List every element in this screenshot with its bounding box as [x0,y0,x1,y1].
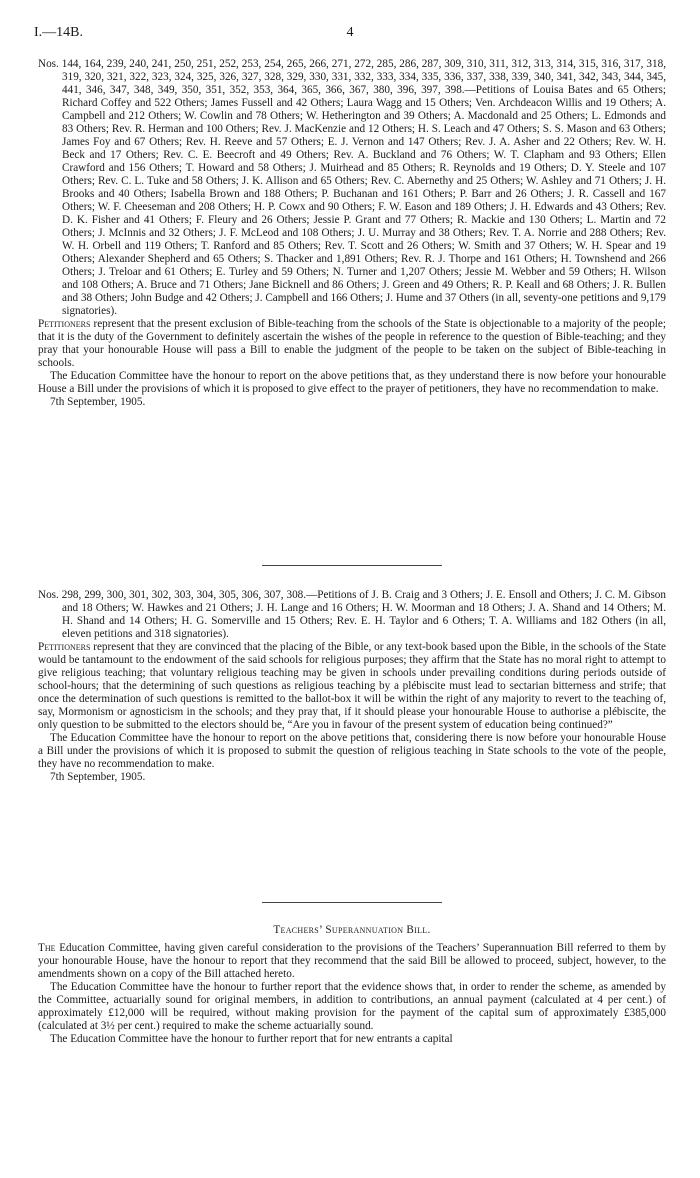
prayer-lead-word: Petitioners [38,318,91,330]
petitions-section-against-plebiscite [38,589,666,784]
section-heading: Teachers’ Superannuation Bill. [273,924,431,936]
report-paragraph: The Education Committee have the honour to further report that for new entrants a capital [50,1033,453,1045]
committee-report: The Education Committee have the honour to report on the above petitions that, as they understand there is now before your honourable House a Bill under the provisions of which it is proposed to give effect to the prayer of petitioners, they have no recommendation to make. [38,370,666,395]
petition-list: Nos. 298, 299, 300, 301, 302, 303, 304, 305, 306, 307, 308.—Petitions of J. B. Craig and 3 Others; J. E. Ensoll and Others; J. C. M. Gibson and 18 Others; W. Hawkes and 21 Others; J. H. Lange and 16 Others; H. W. Moorman and 18 Others; J. A. Shand and 14 Others; M. H. Shand and 14 Others; H. G. Somerville and 15 Others; Rev. E. H. Taylor and 6 Others; T. A. Williams and 182 Others (in all, eleven petitions and 318 signatories). [38,589,666,640]
page-number: 4 [346,25,354,40]
prayer-text: represent that they are convinced that the placing of the Bible, or any text-book based upon the Bible, in the schools of the State would be tantamount to the endowment of the said schools for religious purposes; they affirm that the State has no moral right to attempt to give religious teaching; that voluntary religious teaching may be given in schools under prevailing conditions during periods outside of school-hours; that the determining of such questions as religious teaching by a plébiscite must lead to sectarian bitterness and strife; that once the determination of such questions is remitted to the ballot-box it will be within the right of any majority to revert to the teaching of, say, Mormonism or agnosticism in the schools; and they pray that, if it should please your honourable House to authorise a plébiscite, the only question to be submitted to the electors should be, “Are you in favour of the present system of education being continued?” [38,641,666,731]
petitions-section-bible-teaching [38,58,666,409]
petition-list: Nos. 144, 164, 239, 240, 241, 250, 251, 252, 253, 254, 265, 266, 271, 272, 285, 286, 287, 309, 310, 311, 312, 313, 314, 315, 316, 317, 318, 319, 320, 321, 322, 323, 324, 325, 326, 327, 328, 329, 330, 331, 332, 333, 334, 335, 336, 337, 338, 339, 340, 341, 342, 343, 344, 345, 441, 346, 347, 348, 349, 350, 351, 352, 353, 364, 365, 366, 367, 380, 396, 397, 398.—Petitions of Louisa Bates and 65 Others; Richard Coffey and 522 Others; James Fussell and 42 Others; Laura Wagg and 15 Others; Ven. Archdeacon Willis and 19 Others; A. Campbell and 212 Others; W. Cowlin and 78 Others; W. Hetherington and 39 Others; A. Macdonald and 25 Others; L. Edmonds and 83 Others; Rev. R. Herman and 100 Others; Rev. J. MacKenzie and 12 Others; H. S. Leach and 47 Others; S. S. Mason and 63 Others; James Foy and 67 Others; Rev. H. Reeve and 57 Others; E. J. Vernon and 147 Others; Rev. J. A. Asher and 22 Others; Rev. W. H. Beck and 17 Others; Rev. C. E. Beecroft and 49 Others; Rev. A. Buckland and 76 Others; W. T. Clapham and 93 Others; Ellen Crawford and 156 Others; T. Howard and 58 Others; J. Muirhead and 85 Others; R. Reynolds and 19 Others; D. Y. Steele and 107 Others; Rev. C. L. Tuke and 58 Others; J. K. Allison and 65 Others; Rev. C. Abernethy and 25 Others; W. Ashley and 71 Others; J. H. Brooks and 40 Others; Isabella Brown and 188 Others; P. Buchanan and 161 Others; P. Barr and 26 Others; J. R. Cassell and 167 Others; W. F. Cheeseman and 208 Others; H. P. Cowx and 90 Others; F. W. Eason and 189 Others; J. H. Edwards and 43 Others; Rev. D. K. Fisher and 41 Others; F. Fleury and 26 Others; Jessie P. Grant and 77 Others; R. Mackie and 130 Others; L. Martin and 72 Others; J. McInnis and 32 Others; J. F. McLeod and 108 Others; J. U. Murray and 38 Others; Rev. T. A. Norrie and 288 Others; Rev. W. H. Orbell and 119 Others; T. Ranford and 85 Others; Rev. T. Scott and 26 Others; W. Smith and 37 Others; W. H. Spear and 19 Others; Alexander Shepherd and 65 Others; S. Thacker and 1,891 Others; Rev. R. J. Thorpe and 161 Others; H. Townshend and 266 Others; J. Treloar and 61 Others; E. Turley and 59 Others; N. Turner and 1,207 Others; Jessie M. Webber and 59 Others; H. Wilson and 108 Others; A. Bruce and 71 Others; Jane Bicknell and 86 Others; J. Green and 49 Others; R. P. Keall and 68 Others; J. R. Bullen and 38 Others; John Budge and 42 Others; J. Campbell and 166 Others; J. Hume and 37 Others (in all, seventy-one petitions and 9,179 signatories). [38,58,666,317]
superannuation-bill-section [38,924,666,1046]
petition-prayer [38,318,666,370]
paragraph-lead-word: The [38,942,56,954]
prayer-lead-word: Petitioners [38,641,91,653]
petition-prayer [38,641,666,732]
section-divider [262,565,442,566]
paragraph-text: Education Committee, having given careful consideration to the provisions of the Teachers’ Superannuation Bill referred to them by your honourable House, have the honour to report that they recommend that the said Bill be allowed to proceed, subject, however, to the amendments shown on a copy of the Bill attached hereto. [38,942,666,980]
report-paragraph [38,942,666,981]
report-date: 7th September, 1905. [50,396,146,408]
committee-report: The Education Committee have the honour to report on the above petitions that, considering there is now before your honourable House a Bill under the provisions of which it is proposed to submit the question of religious teaching in State schools to the vote of the people, they have no recommendation to make. [38,732,666,770]
report-paragraph: The Education Committee have the honour to further report that the evidence shows that, in order to render the scheme, as amended by the Committee, actuarially sound for original members, in addition to contributions, an annual payment (calculated at 4 per cent.) of approximately £12,000 will be required, without making provision for the payment of the capital sum of approximately £385,000 (calculated at 3½ per cent.) required to make the scheme actuarially sound. [38,981,666,1032]
report-date: 7th September, 1905. [50,771,146,783]
section-divider [262,902,442,903]
page-header [34,26,666,46]
prayer-text: represent that the present exclusion of Bible-teaching from the schools of the State is objectionable to a majority of the people; that it is the duty of the Government to definitely ascertain the wishes of the people in reference to the question of Bible-teaching; and they pray that your honourable House will pass a Bill to enable the judgment of the people to be taken on the subject of Bible-teaching in schools. [38,318,666,369]
parliamentary-paper-code: I.—14B. [34,25,83,40]
